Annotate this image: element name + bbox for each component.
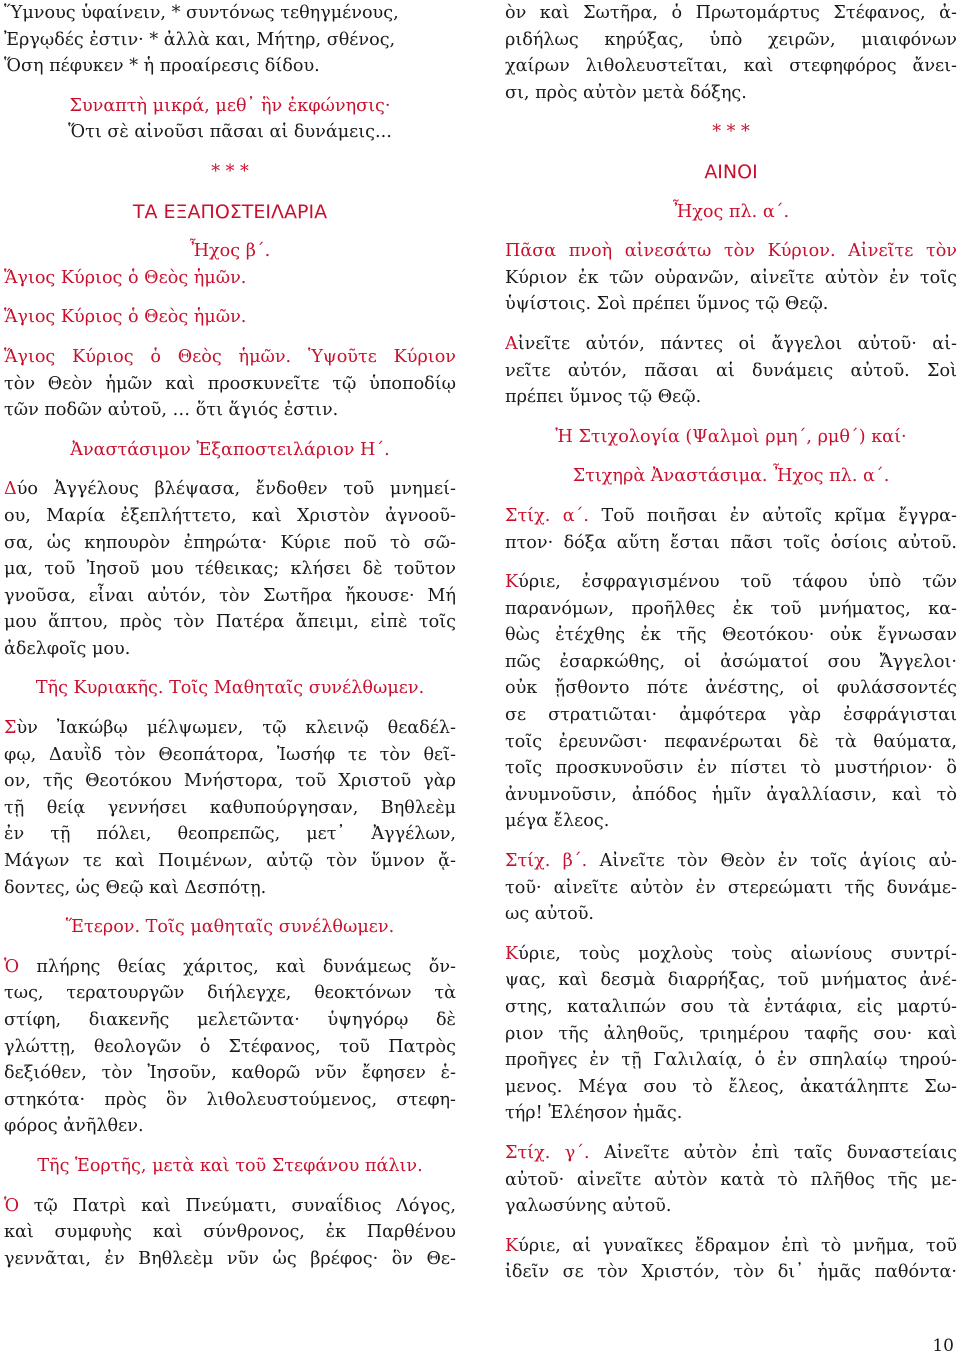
stichologia-rubric: Ἡ Στιχολογία (Ψαλμοὶ ρμη΄, ρμθ΄) καί· xyxy=(555,426,907,447)
verse-line: γαλωσύνης αὐτοῦ. xyxy=(505,1196,672,1217)
hymn-line: τοῖς προσκυνοῦσιν ἐν πίστει τὸ μυστήριον· ὃ xyxy=(505,758,957,779)
initial-letter: Σ xyxy=(4,718,17,739)
hymn-line: δεξιόθεν, τὸν Ἰησοῦν, καθορῶ νῦν ἔφησεν ἑ- xyxy=(4,1063,456,1084)
hymn-line: τως, τερατουργῶν διήλεγχε, θεοκτόνων τὰ xyxy=(4,983,456,1004)
initial-letter: Α xyxy=(505,333,518,354)
section-separator: * * * xyxy=(211,161,249,182)
verse-label: Στίχ. α΄. xyxy=(505,505,590,526)
hymn-line: ὑψίστοις. Σοὶ πρέπει ὕμνος τῷ Θεῷ. xyxy=(505,294,829,315)
hymn-line: γλώττῃ, θεολογῶν ὁ Στέφανος, τοῦ Πατρὸς xyxy=(4,1036,456,1057)
verse-line: αὐτοῦ· αἰνεῖτε αὐτὸν κατὰ τὸ πλῆθος τῆς με- xyxy=(505,1169,957,1190)
hymn-line: Κύριε, τοὺς μοχλοὺς τοὺς αἰωνίους συντρί- xyxy=(505,943,957,964)
intro-verse-line: Ὕμνους ὑφαίνειν, * συντόνως τεθηγμένους, xyxy=(4,3,399,23)
exapostilaria-heading: ΤΑ ΕΞΑΠΟΣΤΕΙΛΑΡΙΑ xyxy=(132,200,328,223)
hymn-line: Σὺν Ἰακώβῳ μέλψωμεν, τῷ κλεινῷ θεαδέλ- xyxy=(4,718,456,739)
initial-letter: Δ xyxy=(4,479,17,500)
right-column xyxy=(505,0,957,1286)
hymn-line: τήρ! Ἐλέησον ἡμᾶς. xyxy=(505,1103,683,1124)
hymn-line: ἀδελφοῖς μου. xyxy=(4,638,131,659)
hymn-line: Μάγων τε καὶ Ποιμένων, αὐτῷ τὸν ὕμνον ᾄ- xyxy=(4,851,456,872)
hymn-line: στης, καταλιπών σου τὰ ἐντάφια, εἰς μαρτύ- xyxy=(505,997,957,1017)
verse-line: Στίχ. β΄. Αἰνεῖτε τὸν Θεὸν ἐν τοῖς ἁγίοις αὐ- xyxy=(505,851,957,872)
hymn-line: σε στρατιῶται· ἀμφότερα γὰρ ἐσφράγισται xyxy=(505,705,957,726)
initial-letter: Ὁ xyxy=(4,956,20,977)
hymn-line: Ὁ τῷ Πατρὶ καὶ Πνεύματι, συναΐδιος Λόγος, xyxy=(4,1195,456,1216)
hymn-line: καὶ συμφυὴς καὶ σύνθρονος, ἐκ Παρθένου xyxy=(4,1222,456,1243)
hymn-line: σα, ὡς κηπουρὸν ἐπηρώτα· Κύριε ποῦ τὸ σῶ- xyxy=(4,532,456,553)
section-separator: * * * xyxy=(712,122,750,143)
verse-line: Στίχ. α΄. Τοῦ ποιῆσαι ἐν αὐτοῖς κρῖμα ἔγγρα- xyxy=(505,505,957,526)
hymn-line: στίφη, διακενῆς μελετῶντα· ὑψηγόρῳ δὲ xyxy=(4,1010,456,1030)
hymn-line: οὐκ ᾔσθοντο πότε ἀνέστης, οἱ φυλάσσοντές xyxy=(505,678,957,699)
hymn-line: στηκότα· πρὸς ὃν λιθολευστούμενος, στεφη- xyxy=(4,1089,456,1110)
hymn-line: Ἅγιος Κύριος ὁ Θεὸς ἡμῶν. Ὑψοῦτε Κύριον xyxy=(4,346,456,367)
hymn-line: θὼς ἐτέχθης ἐκ τῆς Θεοτόκου· οὐκ ἔγνωσαν xyxy=(505,625,957,646)
hymn-line: ἐν τῇ πόλει, θεοπρεπῶς, μετ᾽ Ἀγγέλων, xyxy=(4,824,456,845)
initial-letter: Κ xyxy=(505,1235,519,1256)
intro-verse-line: Ὅση πέφυκεν * ἡ προαίρεσις δίδου. xyxy=(4,56,320,77)
hymn-line: προῆγες ἐν τῇ Γαλιλαίᾳ, ὁ ἐν σπηλαίῳ τηρού- xyxy=(505,1050,957,1071)
kyriaki-rubric: Τῆς Κυριακῆς. Τοῖς Μαθηταῖς συνέλθωμεν. xyxy=(35,678,425,699)
hymn-line: Δύο Ἀγγέλους βλέψασα, ἔνδοθεν τοῦ μνημεί- xyxy=(4,479,456,500)
hymn-line: μα, τοῦ Ἰησοῦ μου τέθεικας; κλήσει δὲ τοῦτον xyxy=(4,559,456,580)
hymn-line: μενος. Μέγα σου τὸ ἔλεος, ἀκατάληπτε Σω- xyxy=(505,1076,957,1097)
hymn-line: ον, τῆς Θεοτόκου Μνήστορα, τοῦ Χριστοῦ γὰρ xyxy=(4,771,456,792)
hymn-line: τῇ θείᾳ γεννήσει καθυπούργησαν, Βηθλεὲμ xyxy=(4,797,456,818)
hymn-line: γνοῦσα, εἶναι αὐτόν, τὸν Σωτῆρα ἤκουσε· Μή xyxy=(4,585,456,606)
hymn-line: ψας, καὶ δεσμὰ διαρρήξας, τοῦ μνήματος ἀνέ- xyxy=(505,970,957,991)
ainoi-heading: ΑΙΝΟΙ xyxy=(704,160,758,183)
left-column xyxy=(4,0,456,1272)
anastasimon-rubric: Ἀναστάσιμον Ἐξαποστειλάριον Η΄. xyxy=(70,439,390,460)
verse-line: ως αὐτοῦ. xyxy=(505,904,594,925)
hymn-line: νεῖτε αὐτόν, πᾶσαι αἱ δυνάμεις αὐτοῦ. Σοὶ xyxy=(505,360,957,381)
hymn-line: τῶν ποδῶν αὐτοῦ, … ὅτι ἅγιός ἐστιν. xyxy=(4,400,339,421)
hymn-line: πῶς ἐσαρκώθης, οἱ ἀσώματοί σου Ἄγγελοι· xyxy=(505,651,957,672)
verse-label: Στίχ. β΄. xyxy=(505,851,588,872)
hymn-line: Αἰνεῖτε αὐτόν, πάντες οἱ ἄγγελοι αὐτοῦ· αἰ- xyxy=(505,333,957,354)
eteron-rubric: Ἕτερον. Τοῖς μαθηταῖς συνέλθωμεν. xyxy=(65,917,395,938)
hymn-line: φῳ, Δαυῒδ τὸν Θεοπάτορα, Ἰωσήφ τε τὸν θεῖ- xyxy=(4,744,456,765)
echos-label: Ἦχος β΄. xyxy=(189,241,271,262)
hymn-line: τὸν Θεὸν ἡμῶν καὶ προσκυνεῖτε τῷ ὑποποδίῳ xyxy=(4,373,456,394)
hymn-line: ἀνυμνοῦσιν, ἀπόδος ἡμῖν ἀγαλλίασιν, καὶ τὸ xyxy=(505,784,957,805)
hymn-line: ἰδεῖν σε τὸν Χριστόν, τὸν δι᾽ ἡμᾶς παθόντα· xyxy=(505,1262,957,1283)
hymn-line: γεννᾶται, ἐν Βηθλεὲμ νῦν ὡς βρέφος· ὃν Θε- xyxy=(4,1248,456,1269)
hymn-line: τοῖς ἐρευνῶσι· πεφανέρωται δὲ τὰ θαύματα, xyxy=(505,731,957,752)
hymn-line: πρέπει ὕμνος τῷ Θεῷ. xyxy=(505,387,702,408)
verse-line: Στίχ. γ΄. Αἰνεῖτε αὐτὸν ἐπὶ ταῖς δυναστείαις xyxy=(505,1142,957,1163)
hymn-line: Πᾶσα πνοὴ αἰνεσάτω τὸν Κύριον. Αἰνεῖτε τὸν xyxy=(505,241,957,262)
hymn-line: χαίρων λιθολευστεῖται, καὶ στεφηφόρος ἄνει- xyxy=(505,56,957,77)
hymn-line: Κύριε, ἐσφραγισμένου τοῦ τάφου ὑπὸ τῶν xyxy=(505,572,957,593)
page-number: 10 xyxy=(932,1336,954,1356)
synapti-rubric: Συναπτὴ μικρά, μεθ᾽ ἣν ἐκφώνησις· xyxy=(69,95,391,116)
hymn-line: σι, πρὸς αὐτὸν μετὰ δόξης. xyxy=(505,82,747,103)
hymn-line: Ὁ πλήρης θείας χάριτος, καὶ δυνάμεως ὄν- xyxy=(4,956,456,977)
initial-letter: Ὁ xyxy=(4,1195,20,1216)
hymn-line: Κύριε, αἱ γυναῖκες ἔδραμον ἐπὶ τὸ μνῆμα, τοῦ xyxy=(505,1235,957,1256)
hymn-line: Ἅγιος Κύριος ὁ Θεὸς ἡμῶν. xyxy=(4,267,247,288)
hymn-line: Ἅγιος Κύριος ὁ Θεὸς ἡμῶν. xyxy=(4,307,247,328)
stichira-rubric: Στιχηρὰ Ἀναστάσιμα. Ἦχος πλ. α΄. xyxy=(572,466,890,487)
initial-letter: Κ xyxy=(505,943,519,964)
eorti-rubric: Τῆς Ἑορτῆς, μετὰ καὶ τοῦ Στεφάνου πάλιν. xyxy=(37,1155,423,1176)
verse-line: τοῦ· αἰνεῖτε αὐτὸν ἐν στερεώματι τῆς δυνάμε- xyxy=(505,877,957,898)
hymn-line: Κύριον ἐκ τῶν οὐρανῶν, αἰνεῖτε αὐτὸν ἐν τοῖς xyxy=(505,267,957,288)
hymn-line: ου, Μαρία ἐξεπλήττετο, καὶ Χριστὸν ἀγνοοῦ- xyxy=(4,505,456,526)
hymn-line: μου ἅπτου, πρὸς τὸν Πατέρα ἄπειμι, εἰπὲ τοῖς xyxy=(4,612,456,633)
verse-label: Στίχ. γ΄. xyxy=(505,1142,590,1163)
hymn-line: ριον τῆς ἀληθοῦς, τριημέρου ταφῆς σου· καὶ xyxy=(505,1023,957,1044)
initial-letter: Κ xyxy=(505,572,519,593)
hymn-line: μέγα ἔλεος. xyxy=(505,811,610,832)
hymn-line: παρανόμων, προῆλθες ἐκ τοῦ μνήματος, κα- xyxy=(505,598,957,619)
intro-verse-line: Ἐργῳδές ἐστιν· * ἀλλὰ και, Μήτηρ, σθένος, xyxy=(4,29,396,50)
ekphonesis-text: Ὅτι σὲ αἰνοῦσι πᾶσαι αἱ δυνάμεις... xyxy=(68,122,392,143)
hymn-line: δοντες, ὡς Θεῷ καὶ Δεσπότῃ. xyxy=(4,877,267,898)
verse-line: πτον· δόξα αὕτη ἔσται πᾶσι τοῖς ὁσίοις αὐτοῦ. xyxy=(505,532,957,553)
echos-label: Ἦχος πλ. α΄. xyxy=(672,201,790,222)
hymn-line: φόρος ἀνῆλθεν. xyxy=(4,1116,144,1137)
hymn-line: ὸν καὶ Σωτῆρα, ὁ Πρωτομάρτυς Στέφανος, ἀ- xyxy=(505,3,957,23)
hymn-line: ριδήλως κηρύξας, ὑπὸ χειρῶν, μιαιφόνων xyxy=(505,29,957,50)
